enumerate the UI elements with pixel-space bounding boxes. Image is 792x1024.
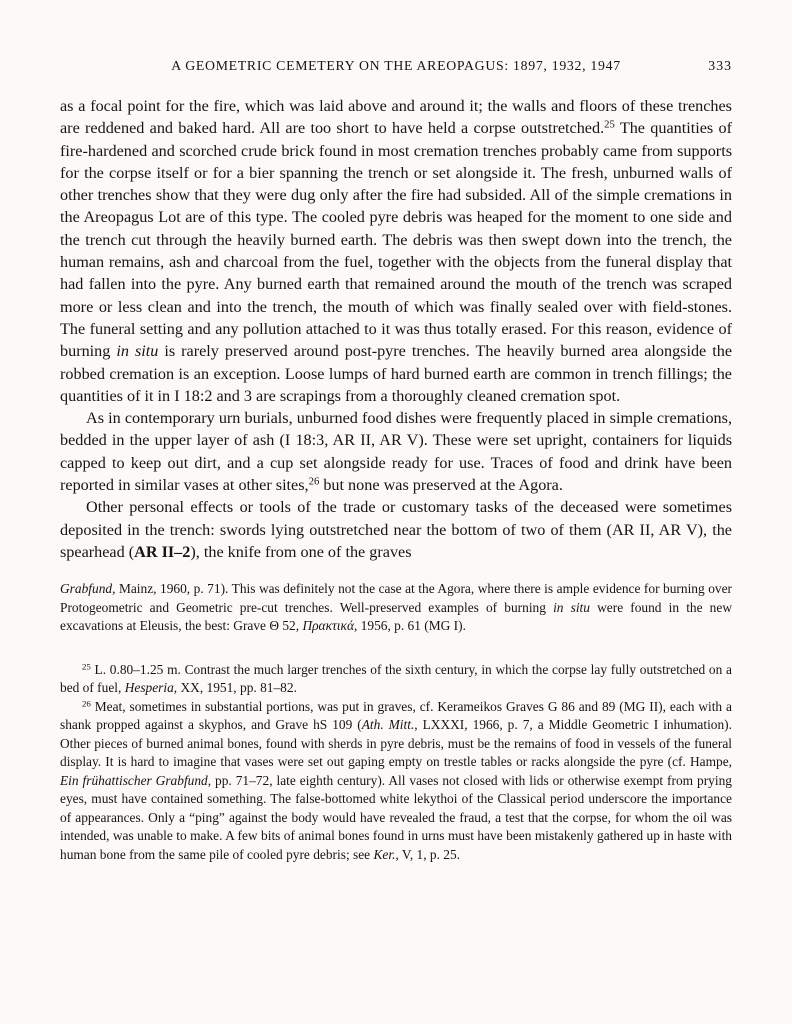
paragraph-personal-effects: Other personal effects or tools of the trade or customary tasks of the deceased were sometimes deposited in the trench: swords lying outstretched near the bottom of two of them (AR II, AR V), the spearhead (AR II–2), the knife from one of the graves bbox=[60, 498, 732, 561]
footnote-continuation-block bbox=[60, 580, 732, 636]
footnote-25: $^{25}$ L. 0.80–1.25 m. Contrast the much larger trenches of the sixth century, in which the corpse lay fully outstretched on a bed of fuel, Hesperia, XX, 1951, pp. 81–82. bbox=[60, 661, 732, 696]
footnote-26: $^{26}$ Meat, sometimes in substantial portions, was put in graves, cf. Kerameikos Graves G 86 and 89 (MG II), each with a shank propped against a skyphos, and Grave hS 109 (Ath. Mitt., LXXXI, 1966, p. 7, a Middle Geometric I inhumation). Other pieces of burned animal bones, found with sherds in pyre debris, must be the remains of food in vessels of the funeral display. It is hard to imagine that vases were set out gaping empty on trestle tables or racks alongside the pyre (cf. Hampe, Ein frühattischer Grabfund, pp. 71–72, late eighth century). All vases not closed with lids or otherwise exempt from prying eyes, must have contained something. The false-bottomed white lekythoi of the Classical period underscore the importance of appearances. Only a “ping” against the body would have revealed the fraud, a test that the corpse, for whom the oil was intended, was unable to make. A few bits of animal bones found in urns must have been mistakenly gathered up in haste with human bone from the same pile of cooled pyre debris; see Ker., V, 1, p. 25. bbox=[60, 698, 732, 862]
footnotes-block bbox=[60, 661, 732, 865]
footnote-continuation: Grabfund, Mainz, 1960, p. 71). This was definitely not the case at the Agora, where there is ample evidence for burning over Protogeometric and Geometric pre-cut trenches. Well-preserved examples of burning in situ were found in the new excavations at Eleusis, the best: Grave Θ 52, Πρακτικά, 1956, p. 61 (MG I). bbox=[60, 581, 732, 634]
page-header bbox=[60, 58, 732, 74]
page-number: 333 bbox=[708, 58, 732, 73]
running-head-title: A GEOMETRIC CEMETERY ON THE AREOPAGUS: 1897, 1932, 1947 bbox=[171, 58, 621, 73]
paragraph-food-dishes: As in contemporary urn burials, unburned food dishes were frequently placed in simple cremations, bedded in the upper layer of ash (I 18:3, AR II, AR V). These were set upright, containers for liquids capped to keep out dirt, and a cup set alongside ready for use. Traces of food and drink have been reported in similar vases at other sites,$^{26}$ but none was preserved at the Agora. bbox=[60, 409, 732, 495]
paragraph-cremation-trenches: as a focal point for the fire, which was laid above and around it; the walls and floors of these trenches are reddened and baked hard. All are too short to have held a corpse outstretched.$^{25}$ The quantities of fire-hardened and scorched crude brick found in most cremation trenches probably came from supports for the corpse itself or for a bier spanning the trench or set alongside it. The fresh, unburned walls of other trenches show that they were dug only after the fire had subsided. All of the simple cremations in the Areopagus Lot are of this type. The cooled pyre debris was heaped for the moment to one side and the trench cut through the heavily burned earth. The debris was then swept down into the trench, the human remains, ash and charcoal from the fuel, together with the objects from the funeral display that had fallen into the pyre. Any burned earth that remained around the mouth of the trench was scraped more or less clean and into the trench, the mouth of which was finally sealed over with field-stones. The funeral setting and any pollution attached to it was thus totally erased. For this reason, evidence of burning in situ is rarely preserved around post-pyre trenches. The heavily burned area alongside the robbed cremation is an exception. Loose lumps of hard burned earth are common in trench fillings; the quantities of it in I 18:2 and 3 are scrapings from a thoroughly cleaned cremation spot. bbox=[60, 97, 733, 405]
body-text bbox=[60, 95, 732, 563]
